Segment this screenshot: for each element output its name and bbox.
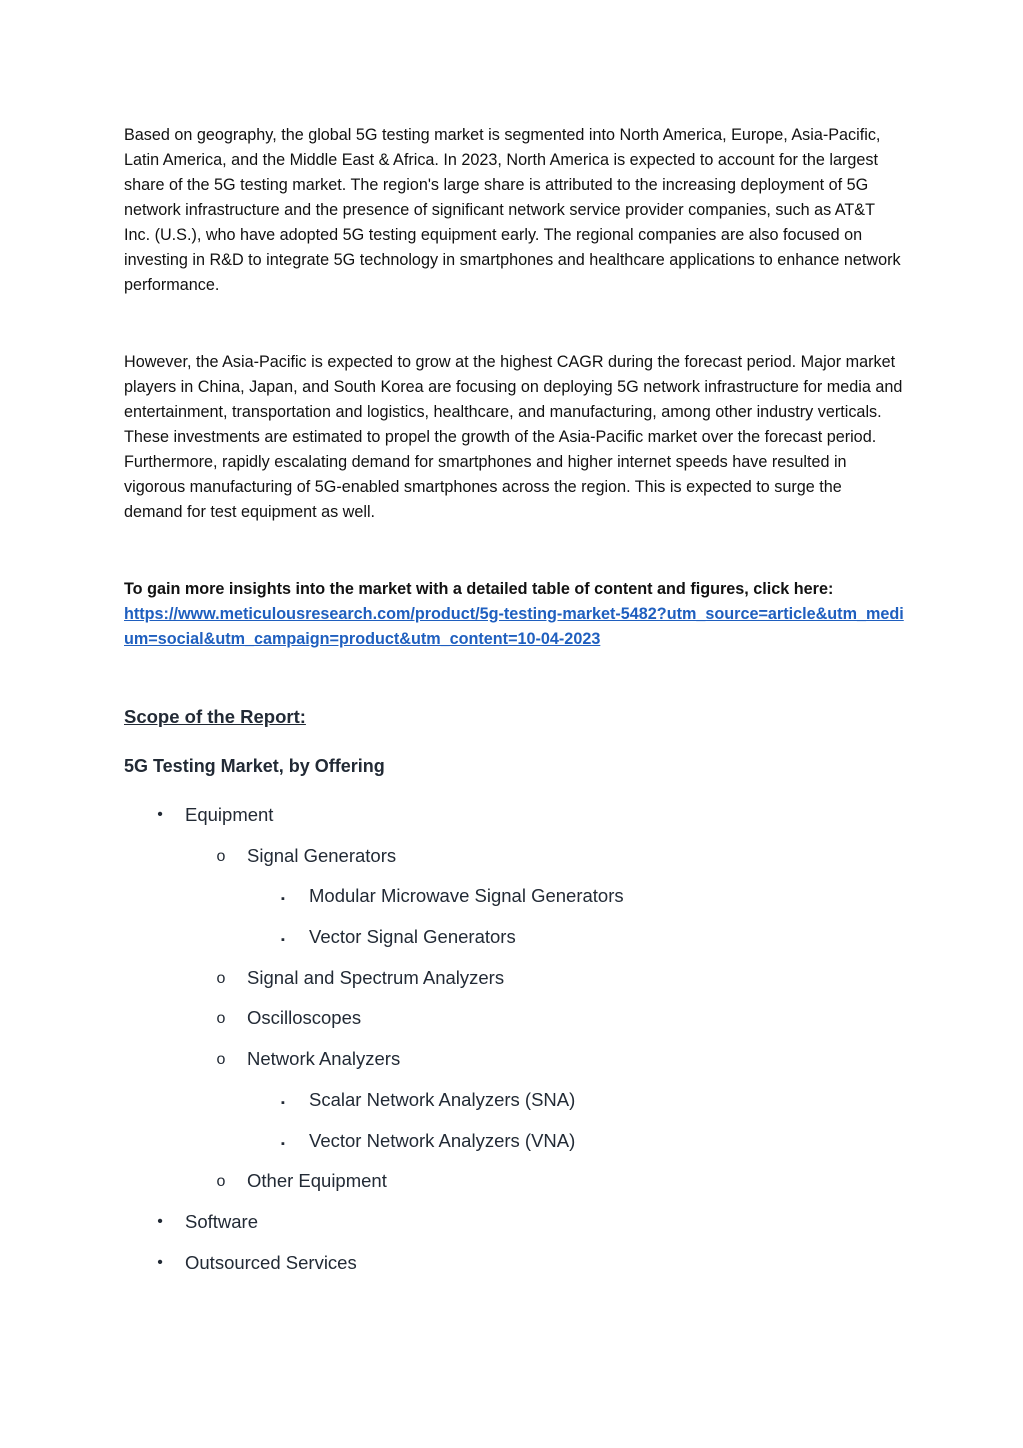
circle-bullet-icon: o — [216, 847, 226, 865]
list-item — [124, 1087, 904, 1128]
list-item-label: Other Equipment — [247, 1170, 387, 1192]
list-item-label: Signal Generators — [247, 844, 397, 866]
list-item — [124, 843, 904, 884]
circle-bullet-icon: o — [216, 969, 226, 987]
list-item-label: Vector Signal Generators — [309, 926, 516, 948]
list-item — [124, 1005, 904, 1046]
list-item-label: Network Analyzers — [247, 1048, 401, 1070]
list-item — [124, 802, 904, 843]
list-item — [124, 1046, 904, 1087]
list-item — [124, 1209, 904, 1250]
list-item-label: Outsourced Services — [185, 1251, 357, 1273]
disc-bullet-icon: • — [157, 1253, 163, 1271]
document-page — [124, 123, 904, 1290]
list-item-label: Equipment — [185, 804, 274, 825]
paragraph-geography: Based on geography, the global 5G testing market is segmented into North America, Europe, Asia-Pacific, Latin America, and the Middle East & Africa. In 2023, North America is expected to account for the largest share of the 5G testing market. The region's large share is attributed to the increasing deployment of 5G network infrastructure and the presence of significant network service provider companies, such as AT&T Inc. (U.S.), who have adopted 5G testing equipment early. The regional companies are also focused on investing in R&D to integrate 5G technology in smartphones and healthcare applications to enhance network performance. — [124, 126, 901, 294]
circle-bullet-icon: o — [216, 1173, 226, 1191]
list-item — [124, 883, 904, 924]
disc-bullet-icon: • — [157, 806, 163, 823]
offering-list — [124, 802, 904, 1290]
list-item-label: Vector Network Analyzers (VNA) — [309, 1129, 576, 1151]
square-bullet-icon: ▪ — [281, 1137, 285, 1150]
report-link[interactable]: https://www.meticulousresearch.com/product/5g-testing-market-5482?utm_source=article&utm_medium=social&utm_campaign=product&utm_content=10-04-2023 — [124, 605, 904, 648]
list-item — [124, 1168, 904, 1209]
offering-heading: 5G Testing Market, by Offering — [124, 756, 385, 776]
list-item — [124, 1250, 904, 1291]
list-item-label: Oscilloscopes — [247, 1007, 362, 1029]
list-item-label: Software — [185, 1210, 259, 1232]
list-item — [124, 965, 904, 1006]
square-bullet-icon: ▪ — [281, 1096, 285, 1109]
circle-bullet-icon: o — [216, 1051, 226, 1069]
list-item-label: Scalar Network Analyzers (SNA) — [309, 1088, 576, 1110]
scope-heading: Scope of the Report: — [124, 706, 306, 727]
disc-bullet-icon: • — [157, 1212, 163, 1230]
list-item-label: Modular Microwave Signal Generators — [309, 885, 624, 907]
square-bullet-icon: ▪ — [281, 893, 285, 906]
list-item — [124, 924, 904, 965]
square-bullet-icon: ▪ — [281, 934, 285, 947]
insights-text: To gain more insights into the market with a detailed table of content and figures, click here: — [124, 580, 834, 598]
list-item-label: Signal and Spectrum Analyzers — [247, 966, 505, 988]
circle-bullet-icon: o — [216, 1010, 226, 1028]
paragraph-asia-pacific: However, the Asia-Pacific is expected to grow at the highest CAGR during the forecast period. Major market players in China, Japan, and South Korea are focusing on deploying 5G network infrastructure for media and entertainment, transportation and logistics, healthcare, and manufacturing, among other industry verticals. These investments are estimated to propel the growth of the Asia-Pacific market over the forecast period. Furthermore, rapidly escalating demand for smartphones and higher internet speeds have resulted in vigorous manufacturing of 5G-enabled smartphones across the region. This is expected to surge the demand for test equipment as well. — [124, 353, 903, 521]
list-item — [124, 1128, 904, 1169]
insights-callout — [124, 577, 904, 652]
